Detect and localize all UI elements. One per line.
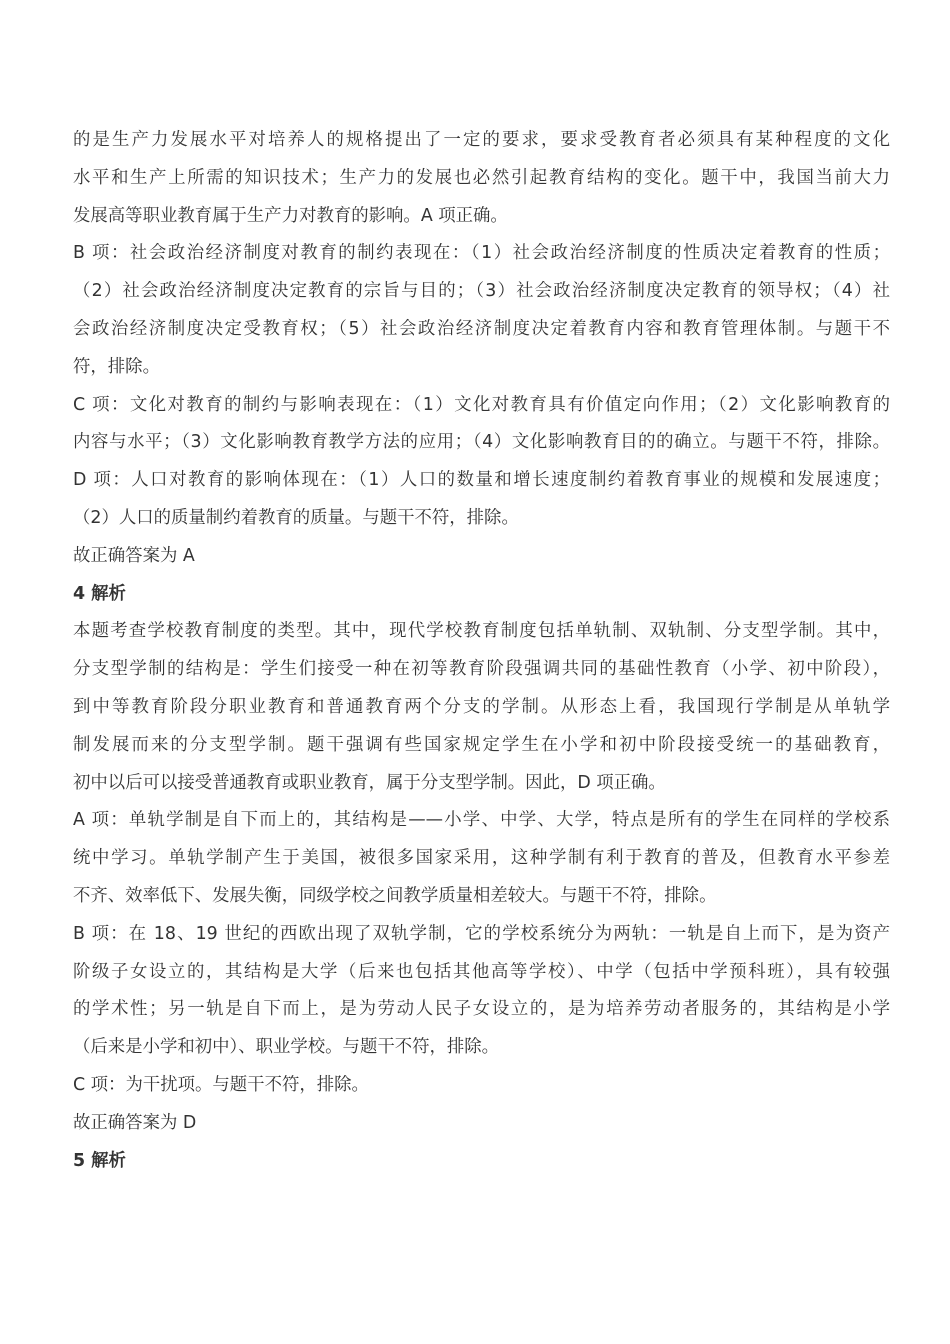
- text-line: C 项：文化对教育的制约与影响表现在：（1）文化对教育具有价值定向作用；（2）文化影响教育的: [73, 394, 890, 415]
- text-line: 不齐、效率低下、发展失衡，同级学校之间教学质量相差较大。与题干不符，排除。: [73, 885, 717, 906]
- text-line: 发展高等职业教育属于生产力对教育的影响。A 项正确。: [73, 205, 508, 226]
- text-line: 阶级子女设立的，其结构是大学（后来也包括其他高等学校）、中学（包括中学预科班），具有较强: [73, 961, 890, 982]
- text-line: 水平和生产上所需的知识技术；生产力的发展也必然引起教育结构的变化。题干中，我国当前大力: [73, 167, 890, 188]
- text-line: 会政治经济制度决定受教育权；（5）社会政治经济制度决定着教育内容和教育管理体制。与题干不: [73, 318, 890, 339]
- section-heading: 5 解析: [73, 1150, 126, 1171]
- text-line: （2）人口的质量制约着教育的质量。与题干不符，排除。: [73, 507, 519, 528]
- text-line: B 项：社会政治经济制度对教育的制约表现在：（1）社会政治经济制度的性质决定着教育的性质；: [73, 243, 890, 264]
- text-line: 分支型学制的结构是：学生们接受一种在初等教育阶段强调共同的基础性教育（小学、初中阶段），: [73, 659, 890, 680]
- text-line: （后来是小学和初中）、职业学校。与题干不符，排除。: [73, 1037, 500, 1058]
- text-line: 制发展而来的分支型学制。题干强调有些国家规定学生在小学和初中阶段接受统一的基础教育，: [73, 734, 890, 755]
- text-line: 的是生产力发展水平对培养人的规格提出了一定的要求，要求受教育者必须具有某种程度的文化: [73, 130, 890, 150]
- document-page: [73, 122, 890, 1180]
- section-heading: 4 解析: [73, 583, 126, 604]
- text-line: C 项：为干扰项。与题干不符，排除。: [73, 1074, 369, 1095]
- text-line: 故正确答案为 A: [73, 545, 195, 566]
- text-line: （2）社会政治经济制度决定教育的宗旨与目的；（3）社会政治经济制度决定教育的领导权；（4）社: [73, 281, 890, 302]
- text-line: 内容与水平；（3）文化影响教育教学方法的应用；（4）文化影响教育目的的确立。与题干不符，排除。: [73, 432, 890, 453]
- text-line: 符，排除。: [73, 356, 160, 377]
- text-line: 初中以后可以接受普通教育或职业教育，属于分支型学制。因此，D 项正确。: [73, 772, 666, 793]
- text-line: 到中等教育阶段分职业教育和普通教育两个分支的学制。从形态上看，我国现行学制是从单轨学: [73, 696, 890, 717]
- text-line: A 项：单轨学制是自下而上的，其结构是——小学、中学、大学，特点是所有的学生在同样的学校系: [73, 810, 890, 831]
- text-line: 故正确答案为 D: [73, 1112, 197, 1133]
- text-line: 本题考查学校教育制度的类型。其中，现代学校教育制度包括单轨制、双轨制、分支型学制。其中，: [73, 621, 890, 642]
- text-line: 统中学习。单轨学制产生于美国，被很多国家采用，这种学制有利于教育的普及，但教育水平参差: [73, 848, 890, 869]
- text-line: B 项：在 18、19 世纪的西欧出现了双轨学制，它的学校系统分为两轨：一轨是自上而下，是为资产: [73, 923, 890, 944]
- text-line: 的学术性；另一轨是自下而上，是为劳动人民子女设立的，是为培养劳动者服务的，其结构是小学: [73, 999, 890, 1020]
- text-line: D 项：人口对教育的影响体现在：（1）人口的数量和增长速度制约着教育事业的规模和发展速度；: [73, 470, 890, 491]
